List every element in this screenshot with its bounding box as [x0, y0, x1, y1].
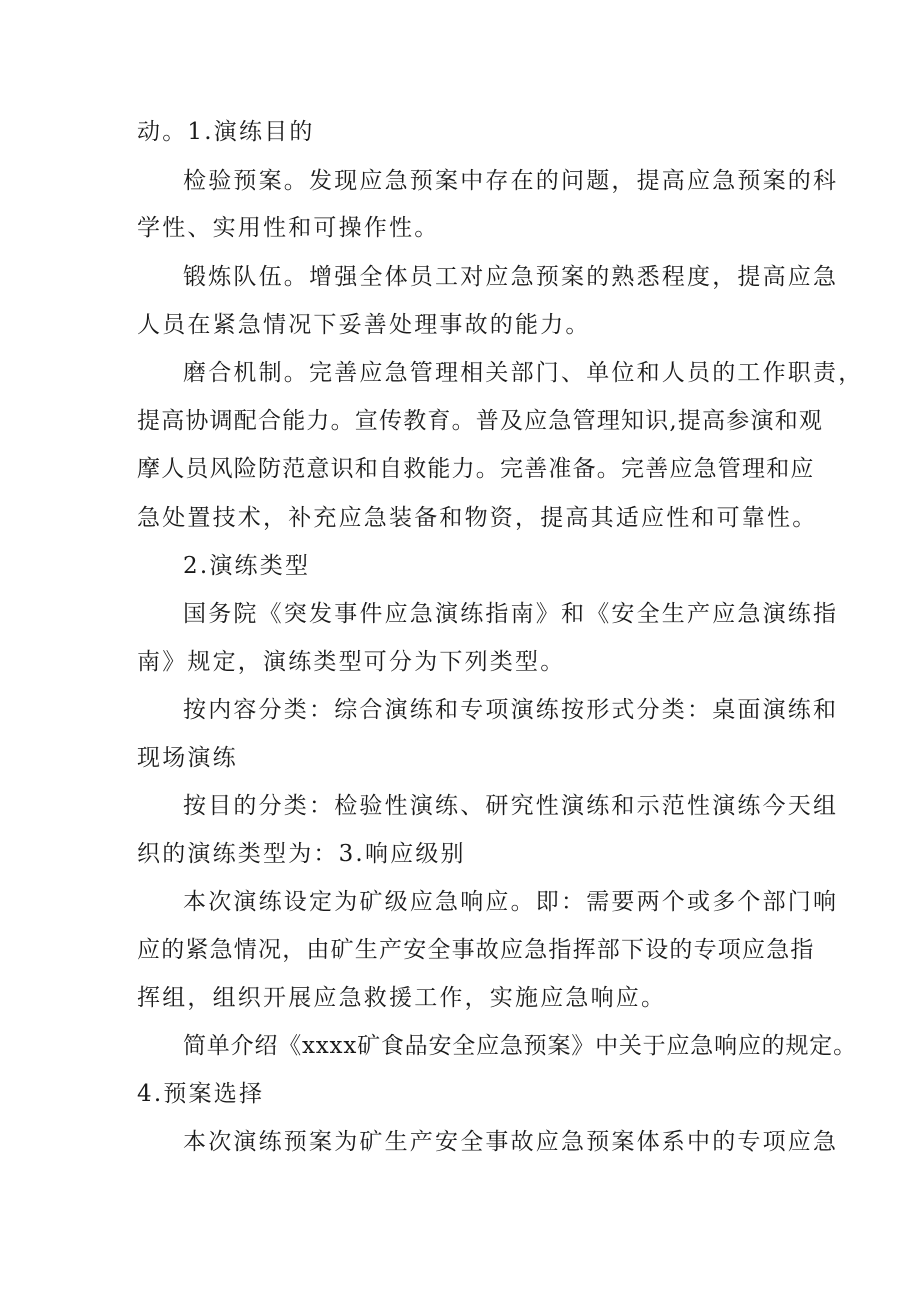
text-line: 磨合机制。完善应急管理相关部门、单位和人员的工作职责，	[183, 360, 864, 386]
section-heading: 4.预案选择	[137, 1081, 265, 1107]
text-line: 按目的分类：检验性演练、研究性演练和示范性演练今天组	[183, 793, 839, 819]
text-line: 检验预案。发现应急预案中存在的问题，提高应急预案的科	[183, 168, 839, 194]
text-line: 按内容分类：综合演练和专项演练按形式分类：桌面演练和	[183, 697, 839, 723]
text-line: 摩人员风险防范意识和自救能力。完善准备。完善应急管理和应	[137, 456, 815, 482]
text-line: 简单介绍《xxxx矿食品安全应急预案》中关于应急响应的规定。	[183, 1033, 857, 1059]
text-line: 提高协调配合能力。宣传教育。普及应急管理知识,提高参演和观	[137, 408, 824, 434]
text-line: 本次演练设定为矿级应急响应。即：需要两个或多个部门响	[183, 889, 839, 915]
text-line: 急处置技术，补充应急装备和物资，提高其适应性和可靠性。	[137, 505, 818, 531]
text-line: 人员在紧急情况下妥善处理事故的能力。	[137, 312, 591, 338]
text-line: 挥组，组织开展应急救援工作，实施应急响应。	[137, 985, 667, 1011]
text-line: 织的演练类型为：3.响应级别	[137, 841, 466, 867]
text-line: 本次演练预案为矿生产安全事故应急预案体系中的专项应急	[183, 1129, 839, 1155]
text-line: 国务院《突发事件应急演练指南》和《安全生产应急演练指	[183, 601, 839, 627]
text-line: 动。1.演练目的	[137, 119, 315, 145]
text-line: 锻炼队伍。增强全体员工对应急预案的熟悉程度，提高应急	[183, 264, 839, 290]
text-line: 学性、实用性和可操作性。	[137, 215, 440, 241]
section-heading: 2.演练类型	[183, 553, 311, 579]
text-line: 现场演练	[137, 745, 238, 771]
text-line: 南》规定，演练类型可分为下列类型。	[137, 649, 566, 675]
text-line: 应的紧急情况，由矿生产安全事故应急指挥部下设的专项应急指	[137, 937, 815, 963]
